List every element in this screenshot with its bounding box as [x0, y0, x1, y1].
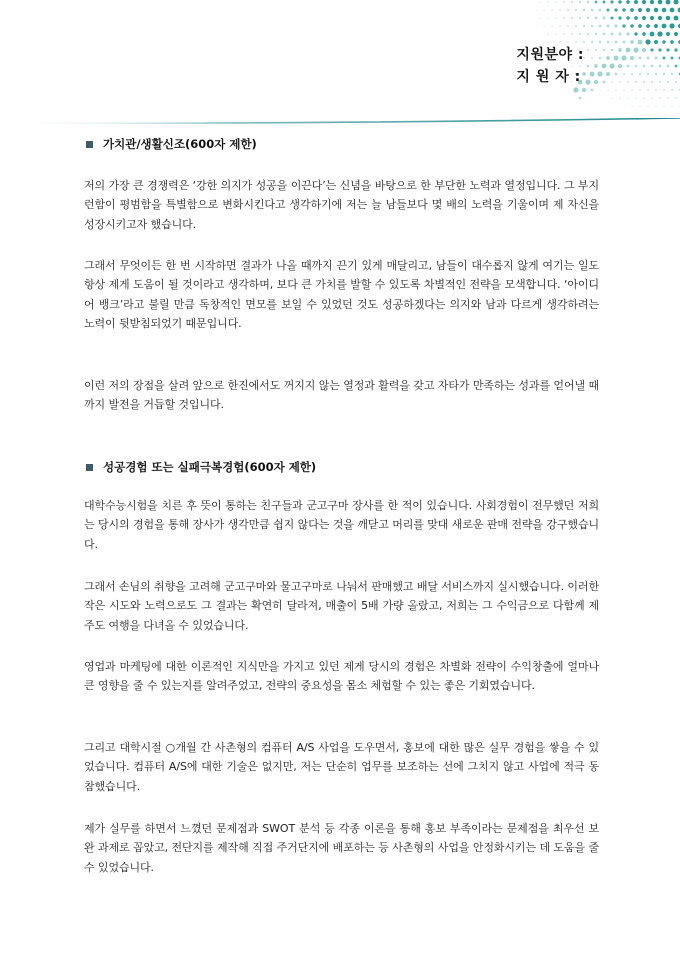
dot [627, 97, 628, 98]
dot [563, 17, 565, 19]
dot [639, 89, 641, 91]
dot [655, 73, 657, 75]
dot [660, 114, 661, 115]
dot [607, 25, 610, 28]
dot [662, 40, 666, 44]
dot [555, 17, 557, 19]
dot [626, 0, 630, 4]
dot [603, 33, 606, 36]
dot [599, 57, 601, 59]
dot [587, 49, 589, 51]
dot [659, 97, 661, 99]
dot [544, 42, 545, 43]
dot [638, 24, 642, 28]
dot [543, 9, 544, 10]
dot [610, 16, 613, 19]
dot [595, 17, 598, 20]
page-header [0, 0, 680, 125]
dot [595, 49, 597, 51]
dot [635, 97, 636, 98]
dot [567, 25, 569, 27]
dot [539, 17, 540, 18]
dot [611, 81, 613, 83]
dot [670, 8, 675, 13]
dot [652, 114, 653, 115]
dot [604, 98, 605, 99]
field-label: 지원분야 : [516, 47, 584, 63]
dot [607, 41, 610, 44]
dot [616, 106, 617, 107]
dot [654, 8, 658, 12]
dot [603, 1, 606, 4]
dot [627, 65, 630, 68]
section-title-values [86, 136, 257, 152]
section-title-experience [86, 459, 316, 475]
dot [642, 16, 646, 20]
dot [644, 114, 645, 115]
dot [611, 33, 614, 36]
dot [591, 9, 594, 12]
dot [642, 0, 646, 4]
dot [559, 41, 560, 42]
dot [623, 73, 625, 75]
dot [551, 41, 552, 42]
dot [635, 65, 637, 67]
dot [618, 32, 621, 35]
dot [610, 0, 613, 3]
dot [621, 55, 626, 60]
dot [606, 56, 610, 60]
dot [583, 9, 585, 11]
dot [619, 81, 621, 83]
dot [563, 33, 565, 35]
dot [615, 41, 618, 44]
dot [555, 1, 557, 3]
dot [666, 0, 671, 4]
paragraph: 그래서 무엇이든 한 번 시작하면 결과가 나올 때까지 끈기 있게 매달리고, 남들이 대수롭지 않게 여기는 일도 항상 제게 도움이 될 것이라고 생각하며, 보다 큰 가치를 발할 수 있도록 차별적인 전략을 모색합니다. ‘아이디어 뱅크’라고 불릴 만큼 독창적인 면모를 보일 수 있었던 것도 성공하겠다는 의지와 남과 다르게 생각하려는 노력이 뒷받침되었기 때문입니다. [84, 259, 599, 331]
dot [611, 97, 612, 98]
dot [674, 48, 677, 51]
dot [551, 9, 552, 10]
dot [638, 8, 642, 12]
dot [645, 39, 650, 44]
paragraph: 영업과 마케팅에 대한 이론적인 지식만을 가지고 있던 제게 당시의 경험은 차별화 전략이 수익창출에 얼마나 큰 영향을 줄 수 있는지를 알려주었고, 전략의 중요성을 몸소 체험할 수 있는 좋은 기회였습니다. [84, 660, 599, 693]
dot [667, 97, 669, 99]
dot [618, 48, 622, 52]
dot [634, 32, 637, 35]
dot [532, 2, 533, 3]
dot [674, 16, 679, 21]
dot [667, 81, 669, 83]
dot [650, 16, 654, 20]
dot [583, 25, 585, 27]
dot [655, 89, 657, 91]
dot [655, 57, 658, 60]
dot [671, 105, 672, 106]
dot [651, 97, 653, 99]
dot [659, 65, 662, 68]
dot [634, 16, 638, 20]
dot [626, 32, 629, 35]
dot [643, 81, 645, 83]
dot [622, 8, 626, 12]
dot [599, 9, 602, 12]
dot [619, 97, 620, 98]
dot [669, 23, 674, 28]
dot [603, 17, 606, 20]
section-title-text: 성공경험 또는 실패극복경험(600자 제한) [103, 460, 317, 474]
dot [591, 41, 593, 43]
dot [657, 31, 662, 36]
dot [618, 16, 621, 19]
dot [579, 17, 581, 19]
dot [663, 73, 665, 75]
dot [559, 9, 561, 11]
dot [591, 57, 593, 59]
dot [666, 48, 669, 51]
dot [626, 48, 631, 53]
dot [618, 64, 622, 68]
dot [597, 71, 602, 76]
dot [662, 8, 667, 13]
dot [663, 89, 665, 91]
dot [591, 25, 593, 27]
paragraph: 제가 실무를 하면서 느꼈던 문제점과 SWOT 분석 등 각종 이론을 통해 홍보 부족이라는 문제점을 최우선 보완 과제로 꼽았고, 전단지를 제작해 직접 주거단지에 배포하는 등 사촌형의 사업을 안정화시키는 데 도움을 줄 수 있었습니다. [84, 822, 599, 874]
dot [675, 81, 677, 83]
square-bullet-icon [86, 464, 93, 471]
dot [567, 41, 569, 43]
dot [603, 49, 605, 51]
dot [630, 24, 634, 28]
dot [587, 65, 589, 67]
dot [647, 57, 650, 60]
dot [647, 105, 648, 106]
dot [662, 56, 665, 59]
dot [582, 88, 586, 92]
dot [654, 40, 658, 44]
dot [650, 0, 654, 4]
dot [539, 1, 540, 2]
dot [587, 17, 589, 19]
dot [599, 25, 602, 28]
dot [643, 65, 646, 68]
dot [667, 65, 670, 68]
dot [615, 73, 618, 76]
dot [532, 18, 533, 19]
dot [571, 33, 573, 35]
dot [609, 63, 614, 68]
dot [670, 56, 673, 59]
dot [575, 9, 577, 11]
dot [559, 25, 561, 27]
dot [536, 10, 537, 11]
dot [643, 97, 644, 98]
dot [555, 33, 556, 34]
dot [639, 73, 641, 75]
dot [676, 114, 677, 115]
paragraph: 이런 저의 장점을 살려 앞으로 한진에서도 꺼지지 않는 열정과 활력을 갖고 자타가 만족하는 성과를 얻어낼 때까지 발전을 거듭할 것입니다. [84, 379, 599, 412]
dot [636, 114, 637, 115]
dot [668, 114, 669, 115]
dot [631, 89, 633, 91]
dot [631, 105, 632, 106]
applicant-name-label: 지 원 자 : [516, 69, 581, 85]
dot [642, 48, 646, 52]
dot [630, 40, 634, 44]
dot [675, 65, 678, 68]
dot [575, 25, 577, 27]
dot [666, 16, 670, 20]
dot [618, 0, 621, 3]
dot [590, 72, 595, 77]
dot [646, 24, 650, 28]
dot [536, 26, 537, 27]
dot [633, 47, 638, 52]
dot [547, 17, 548, 18]
dot [639, 57, 642, 60]
dot [623, 89, 625, 91]
dot [596, 98, 597, 99]
dot [611, 49, 614, 52]
dot [635, 81, 637, 83]
dot [671, 89, 673, 91]
dot [583, 41, 585, 43]
dot [663, 105, 664, 106]
dot [579, 97, 582, 100]
dot [655, 105, 656, 106]
dot [659, 81, 661, 83]
dot [626, 16, 630, 20]
square-bullet-icon [86, 141, 93, 148]
dot [594, 80, 598, 84]
dot [543, 25, 544, 26]
dot [666, 32, 670, 36]
dot [571, 1, 573, 3]
dot [567, 9, 569, 11]
paragraph: 대학수능시험을 치른 후 뜻이 통하는 친구들과 군고구마 장사를 한 적이 있습니다. 사회경험이 전무했던 저희는 당시의 경험을 통해 장사가 생각만큼 쉽지 않다는 것을 깨닫고 머리를 맞대 새로운 판매 전략을 강구했습니다. [84, 499, 599, 551]
dot [642, 32, 646, 36]
dot [646, 8, 650, 12]
dot [595, 1, 598, 4]
dot [658, 48, 661, 51]
dot [614, 8, 617, 11]
dot [547, 1, 548, 2]
dot [658, 16, 662, 20]
dot [614, 24, 617, 27]
paragraph: 그래서 손님의 취향을 고려해 군고구마와 물고구마로 나눠서 판매했고 배달 서비스까지 실시했습니다. 이러한 작은 시도와 노력으로도 그 결과는 확연히 달라져, 매출이 5배 가량 올랐고, 저희는 그 수익금으로 다함께 제주도 여행을 다녀올 수 있었습니다. [84, 580, 599, 632]
dot [622, 24, 625, 27]
dot [587, 1, 590, 4]
dot [603, 81, 606, 84]
paragraph: 저의 가장 큰 경쟁력은 ‘강한 의지가 성공을 이끈다’는 신념을 바탕으로 한 부단한 노력과 열정입니다. 그 부지런함이 평범함을 특별함으로 변화시킨다고 생각하기에 저는 늘 남들보다 몇 배의 노력을 기울이며 제 자신을 성장시키고자 했습니다. [84, 179, 599, 231]
dot [547, 33, 548, 34]
dot [587, 33, 589, 35]
dot [599, 41, 601, 43]
dot [639, 105, 640, 106]
dot [571, 17, 573, 19]
dot [599, 89, 600, 90]
dot [673, 0, 678, 5]
header-divider-line [0, 118, 680, 126]
dot [627, 81, 629, 83]
dot [662, 24, 667, 29]
dot [591, 89, 594, 92]
dot [579, 33, 581, 35]
dot [647, 73, 649, 75]
dot [638, 40, 643, 45]
dot [671, 73, 673, 75]
dot [651, 65, 654, 68]
dot [624, 106, 625, 107]
applicant-info [516, 44, 584, 88]
dot [614, 56, 619, 61]
dot [630, 8, 634, 12]
dot [647, 89, 649, 91]
paragraph: 그리고 대학시절 ○개월 간 사촌형의 컴퓨터 A/S 사업을 도우면서, 홍보에 대한 많은 실무 경험을 쌓을 수 있었습니다. 컴퓨터 A/S에 대한 기술은 없지만, 저는 단순히 업무를 보조하는 선에 그치지 않고 사업에 적극 동참했습니다. [84, 741, 599, 793]
section-title-text: 가치관/생활신조(600자 제한) [103, 137, 257, 151]
dot [585, 79, 590, 84]
dot [658, 0, 663, 4]
dot [607, 89, 608, 90]
dot [630, 56, 634, 60]
dot [634, 0, 638, 4]
dot [623, 41, 626, 44]
dot [606, 72, 610, 76]
dot [594, 64, 598, 68]
dot [563, 1, 565, 3]
dot [579, 1, 581, 3]
dot [650, 48, 653, 51]
dot [606, 8, 609, 11]
dot [575, 41, 577, 43]
dot [573, 87, 578, 92]
dot [540, 34, 541, 35]
dot [602, 64, 607, 69]
dot [654, 24, 658, 28]
dot [595, 33, 597, 35]
dot [551, 25, 552, 26]
dot [631, 73, 633, 75]
dot [675, 97, 677, 99]
dot [674, 32, 678, 36]
dot [650, 32, 655, 37]
dot [615, 89, 616, 90]
dot [670, 40, 674, 44]
dot [651, 81, 653, 83]
